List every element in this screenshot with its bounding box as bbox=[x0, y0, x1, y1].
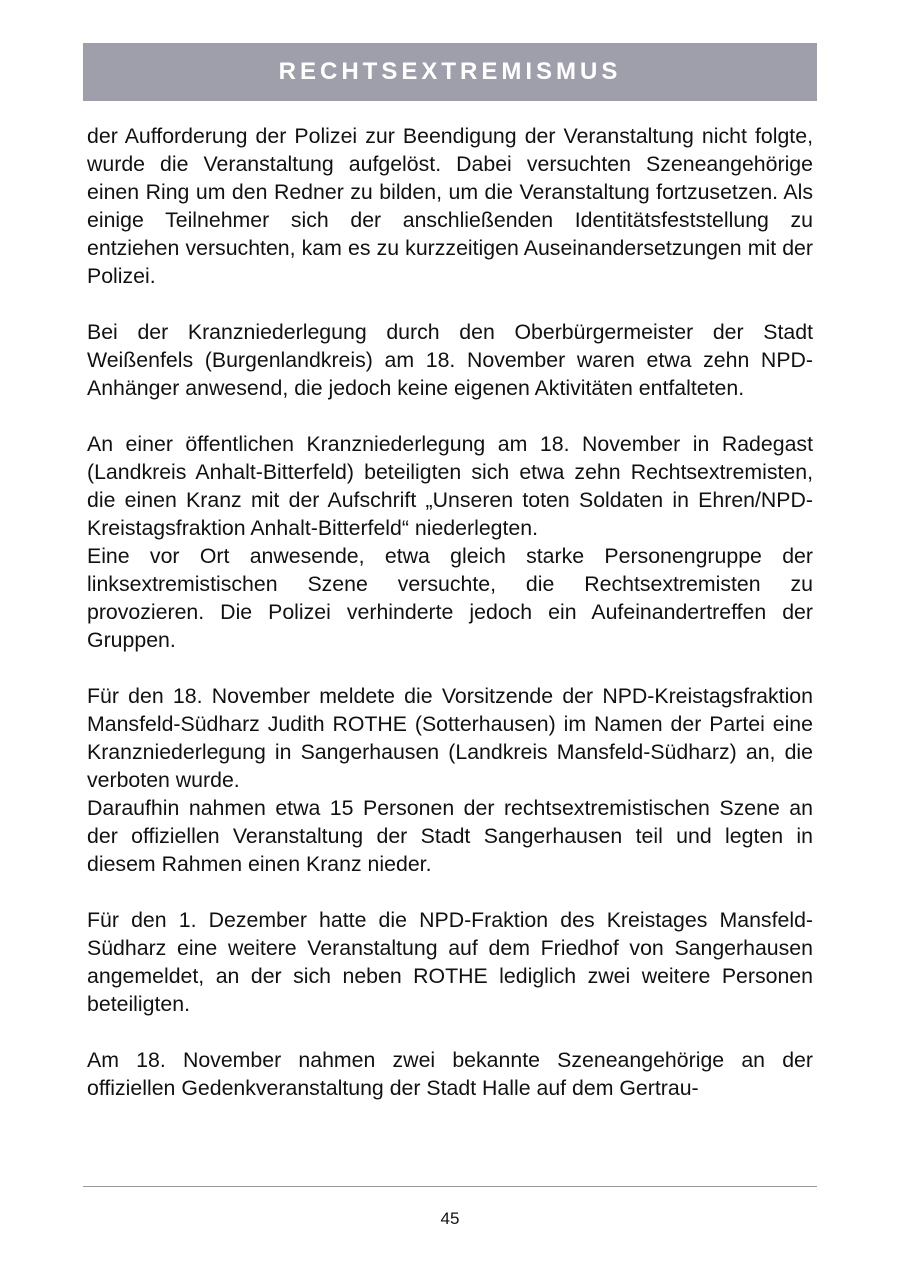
page-number: 45 bbox=[440, 1209, 460, 1228]
paragraph-halle: Am 18. November nahmen zwei bekannte Szeneangehörige an der offiziellen Gedenkveranstaltung der Stadt Halle auf dem Gertrau- bbox=[87, 1048, 813, 1100]
paragraph-weissenfels: Bei der Kranzniederlegung durch den Oberbürgermeister der Stadt Weißenfels (Burgenlandkreis) am 18. November waren etwa zehn NPD-Anhänger anwesend, die jedoch keine eigenen Aktivitäten entfalteten. bbox=[87, 320, 813, 400]
section-header-banner bbox=[83, 43, 817, 101]
section-title: RECHTSEXTREMISMUS bbox=[278, 58, 622, 85]
paragraph-counter-group: Eine vor Ort anwesende, etwa gleich starke Personengruppe der linksextremistischen Szene versuchte, die Rechtsextremisten zu provozieren. Die Polizei verhinderte jedoch ein Aufeinandertreffen der Gruppen. bbox=[87, 544, 813, 652]
paragraph-december-event: Für den 1. Dezember hatte die NPD-Fraktion des Kreistages Mansfeld-Südharz eine weitere Veranstaltung auf dem Friedhof von Sangerhausen angemeldet, an der sich neben ROTHE lediglich zwei weitere Personen beteiligten. bbox=[87, 908, 813, 1016]
footer-divider bbox=[83, 1186, 817, 1187]
body-text bbox=[87, 122, 813, 1102]
paragraph-sangerhausen-ban: Für den 18. November meldete die Vorsitzende der NPD-Kreistagsfraktion Mansfeld-Südharz Judith ROTHE (Sotterhausen) im Namen der Partei eine Kranzniederlegung in Sangerhausen (Landkreis Mansfeld-Südharz) an, die verboten wurde. bbox=[87, 684, 813, 792]
paragraph-police-dissolution: der Aufforderung der Polizei zur Beendigung der Veranstaltung nicht folgte, wurde die Veranstaltung aufgelöst. Dabei versuchten Szeneangehörige einen Ring um den Redner zu bilden, um die Veranstaltung fortzusetzen. Als einige Teilnehmer sich der anschließenden Identitätsfeststellung zu entziehen versuchten, kam es zu kurzzeitigen Auseinandersetzungen mit der Polizei. bbox=[87, 124, 813, 288]
paragraph-sangerhausen-participation: Daraufhin nahmen etwa 15 Personen der rechtsextremistischen Szene an der offiziellen Veranstaltung der Stadt Sangerhausen teil und legten in diesem Rahmen einen Kranz nieder. bbox=[87, 796, 813, 876]
paragraph-radegast: An einer öffentlichen Kranzniederlegung am 18. November in Radegast (Landkreis Anhalt-Bitterfeld) beteiligten sich etwa zehn Rechtsextremisten, die einen Kranz mit der Aufschrift „Unseren toten Soldaten in Ehren/NPD-Kreistagsfraktion Anhalt-Bitterfeld“ niederlegten. bbox=[87, 432, 813, 540]
